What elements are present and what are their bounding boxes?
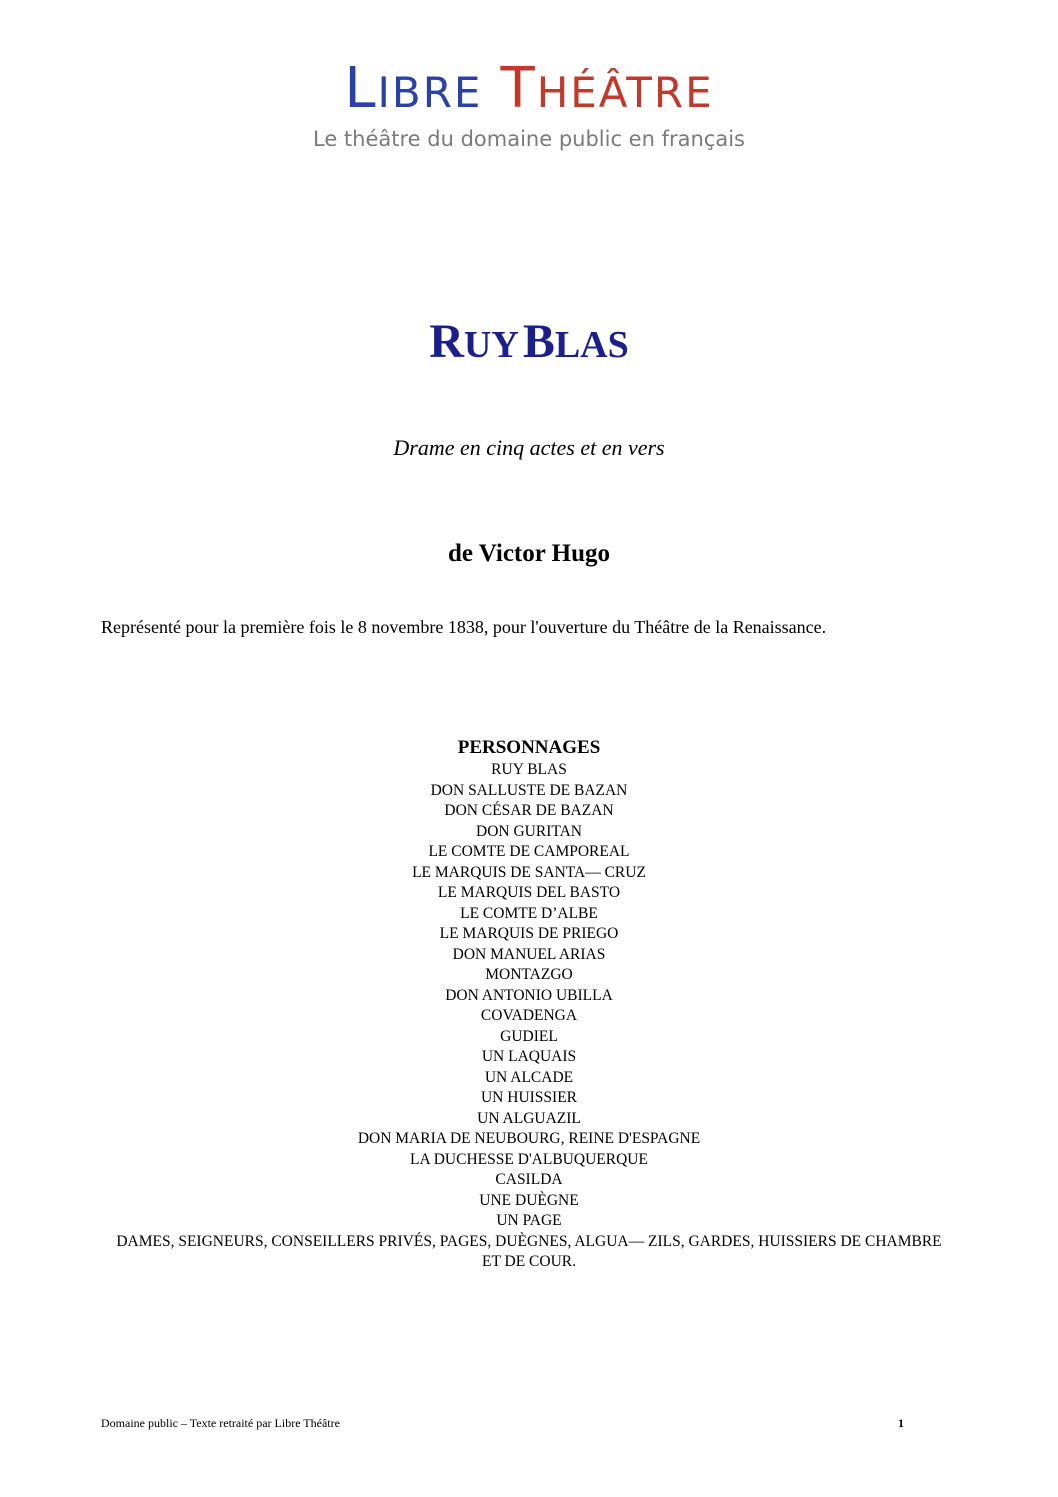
cast-member: UN LAQUAIS	[481, 1048, 577, 1065]
footer-credit: Domaine public – Texte retraité par Libre Théâtre	[101, 1416, 340, 1430]
page-number: 1	[898, 1416, 904, 1430]
cast-member: DON GURITAN	[476, 822, 582, 840]
cast-member: DON SALLUSTE DE BAZAN	[430, 781, 628, 799]
cast-member: LA DUCHESSE D'ALBUQUERQUE	[410, 1150, 648, 1168]
cast-member: MONTAZGO	[485, 966, 573, 983]
cast-member: UN ALCADE	[484, 1068, 574, 1086]
play-title: RUY BLAS	[429, 315, 629, 368]
logo-title	[0, 54, 1058, 128]
play-subtitle: Drame en cinq actes et en vers	[393, 435, 665, 460]
cast-member: LE MARQUIS DE PRIEGO	[439, 925, 619, 942]
cast-member: LE COMTE D’ALBE	[460, 904, 598, 922]
logo-word-libre: LIBRE	[344, 56, 483, 121]
cast-member: LE MARQUIS DE SANTA— CRUZ	[412, 863, 646, 881]
logo-word-theatre: THÉÂTRE	[500, 56, 714, 121]
play-author: de Victor Hugo	[447, 540, 611, 567]
logo-tagline: Le théâtre du domaine public en français	[313, 127, 745, 151]
cast-member: RUY BLAS	[491, 761, 567, 778]
cast-heading: PERSONNAGES	[457, 737, 601, 758]
cast-member: DON MARIA DE NEUBOURG, REINE D'ESPAGNE	[357, 1130, 701, 1147]
cast-member: UN PAGE	[496, 1212, 562, 1229]
cast-member: DON ANTONIO UBILLA	[445, 986, 613, 1004]
cast-member: UN HUISSIER	[480, 1089, 578, 1106]
site-logo	[0, 54, 1058, 152]
cast-member: GUDIEL	[500, 1027, 558, 1045]
cast-section	[0, 736, 1058, 1273]
cast-member: DON CÉSAR DE BAZAN	[444, 802, 614, 819]
cast-member: DAMES, SEIGNEURS, CONSEILLERS PRIVÉS, PAGES, DUÈGNES, ALGUA— ZILS, GARDES, HUISSIERS DE CHAMBRE ET DE COUR.	[116, 1232, 942, 1270]
cast-member: COVADENGA	[480, 1007, 578, 1024]
cast-member: DON MANUEL ARIAS	[452, 945, 606, 963]
cast-member: LE MARQUIS DEL BASTO	[437, 884, 621, 901]
cast-member: LE COMTE DE CAMPOREAL	[428, 843, 630, 860]
cast-member: UNE DUÈGNE	[479, 1191, 579, 1209]
cast-member: UN ALGUAZIL	[477, 1109, 581, 1127]
cast-member: CASILDA	[495, 1171, 563, 1188]
premiere-note: Représenté pour la première fois le 8 novembre 1838, pour l'ouverture du Théâtre de la Renaissance.	[101, 617, 827, 637]
cast-list	[0, 760, 1058, 1273]
